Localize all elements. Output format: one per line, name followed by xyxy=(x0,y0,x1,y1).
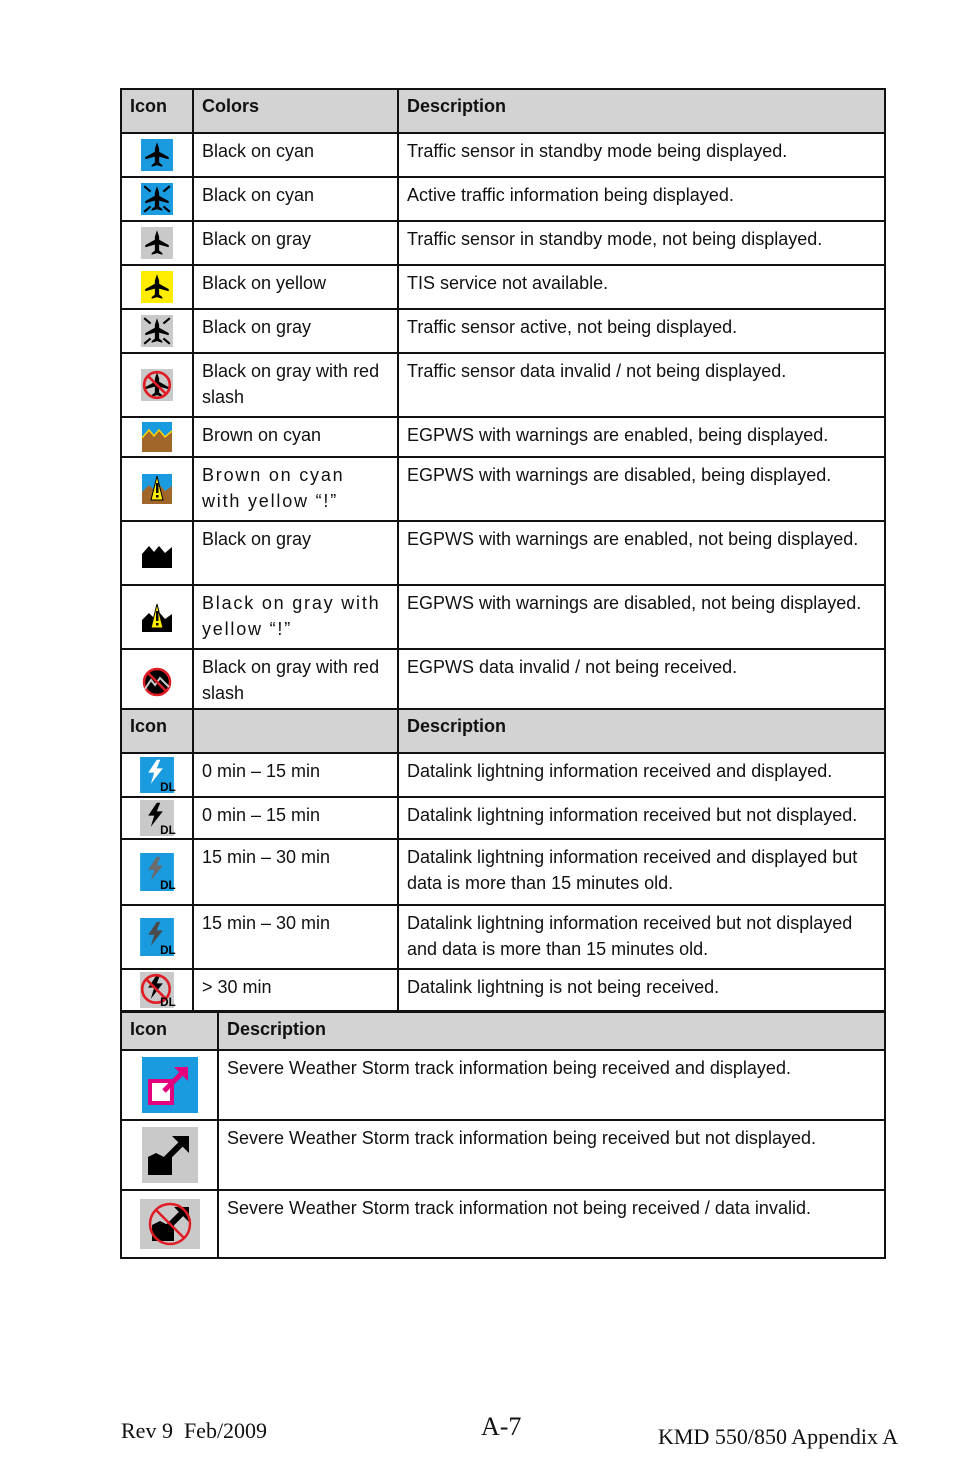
description-cell: Severe Weather Storm track information being received and displayed. xyxy=(218,1050,885,1120)
table-row xyxy=(121,753,885,797)
description-column-header: Description xyxy=(398,709,885,753)
traffic-egpws-icon-table xyxy=(120,88,886,716)
colors-cell: Black on gray with red slash xyxy=(193,649,398,715)
description-cell: Traffic sensor in standby mode, not being displayed. xyxy=(398,221,885,265)
description-cell: Datalink lightning information received and displayed but data is more than 15 minutes old. xyxy=(398,839,885,905)
svg-text:DL: DL xyxy=(160,995,176,1009)
description-column-header: Description xyxy=(398,89,885,133)
table-row xyxy=(121,1190,885,1258)
icon-cell xyxy=(121,521,193,585)
egpws-disabled-displayed-icon xyxy=(142,474,172,504)
table-row xyxy=(121,1120,885,1190)
icon-cell xyxy=(121,353,193,417)
table-row xyxy=(121,177,885,221)
table-row xyxy=(121,649,885,715)
icon-cell xyxy=(121,649,193,715)
icon-column-header: Icon xyxy=(121,89,193,133)
description-column-header: Description xyxy=(218,1012,885,1050)
age-cell: 15 min – 30 min xyxy=(193,905,398,969)
age-cell: 15 min – 30 min xyxy=(193,839,398,905)
tis-not-available-icon xyxy=(141,271,173,303)
colors-cell: Black on gray with red slash xyxy=(193,353,398,417)
traffic-standby-not-displayed-icon xyxy=(141,227,173,259)
table-row xyxy=(121,905,885,969)
egpws-enabled-not-displayed-icon xyxy=(142,538,172,568)
icon-cell xyxy=(121,221,193,265)
svg-text:DL: DL xyxy=(160,780,176,794)
age-cell: 0 min – 15 min xyxy=(193,797,398,839)
description-cell: EGPWS with warnings are enabled, being displayed. xyxy=(398,417,885,457)
svg-text:DL: DL xyxy=(160,943,176,957)
icon-cell xyxy=(121,1050,218,1120)
lightning-icon-table xyxy=(120,708,886,1012)
icon-cell xyxy=(121,133,193,177)
table-row xyxy=(121,265,885,309)
table-row xyxy=(121,969,885,1011)
icon-cell xyxy=(121,969,193,1011)
description-cell: Severe Weather Storm track information not being received / data invalid. xyxy=(218,1190,885,1258)
storm-track-icon-table xyxy=(120,1011,886,1259)
table-row xyxy=(121,417,885,457)
icon-cell xyxy=(121,177,193,221)
description-cell: Traffic sensor in standby mode being displayed. xyxy=(398,133,885,177)
description-cell: Traffic sensor active, not being displayed. xyxy=(398,309,885,353)
icon-cell xyxy=(121,905,193,969)
traffic-standby-displayed-icon xyxy=(141,139,173,171)
icon-cell xyxy=(121,839,193,905)
egpws-disabled-not-displayed-icon xyxy=(142,602,172,632)
icon-cell xyxy=(121,457,193,521)
icon-cell xyxy=(121,1190,218,1258)
icon-cell xyxy=(121,1120,218,1190)
colors-cell: Black on gray xyxy=(193,309,398,353)
description-cell: Datalink lightning is not being received. xyxy=(398,969,885,1011)
storm-track-displayed-icon xyxy=(142,1057,198,1113)
age-cell: 0 min – 15 min xyxy=(193,753,398,797)
icon-cell xyxy=(121,309,193,353)
document-title: KMD 550/850 Appendix A xyxy=(658,1424,899,1449)
colors-cell: Black on gray xyxy=(193,521,398,585)
table-row xyxy=(121,521,885,585)
storm-track-not-displayed-icon xyxy=(142,1127,198,1183)
traffic-active-not-displayed-icon xyxy=(141,315,173,347)
colors-cell: Black on cyan xyxy=(193,177,398,221)
description-cell: Severe Weather Storm track information being received but not displayed. xyxy=(218,1120,885,1190)
icon-cell xyxy=(121,417,193,457)
egpws-invalid-icon xyxy=(142,667,172,697)
colors-cell: Black on yellow xyxy=(193,265,398,309)
storm-track-invalid-icon xyxy=(140,1199,200,1249)
icon-column-header: Icon xyxy=(121,709,193,753)
svg-text:DL: DL xyxy=(160,823,176,837)
table-row xyxy=(121,309,885,353)
table-row xyxy=(121,221,885,265)
lightning-old-displayed-icon xyxy=(140,853,174,891)
table-row xyxy=(121,457,885,521)
traffic-active-displayed-icon xyxy=(141,183,173,215)
traffic-invalid-icon xyxy=(141,369,173,401)
table-row xyxy=(121,353,885,417)
icon-column-header: Icon xyxy=(121,1012,218,1050)
lightning-old-not-displayed-icon xyxy=(140,918,174,956)
colors-cell: Brown on cyan with yellow “!” xyxy=(193,457,398,521)
table-row xyxy=(121,797,885,839)
colors-column-header: Colors xyxy=(193,89,398,133)
description-cell: Traffic sensor data invalid / not being displayed. xyxy=(398,353,885,417)
table-row xyxy=(121,839,885,905)
colors-cell: Black on cyan xyxy=(193,133,398,177)
egpws-enabled-displayed-icon xyxy=(142,422,172,452)
lightning-not-displayed-icon xyxy=(140,800,174,836)
description-cell: Datalink lightning information received and displayed. xyxy=(398,753,885,797)
colors-cell: Brown on cyan xyxy=(193,417,398,457)
icon-cell xyxy=(121,265,193,309)
description-cell: Datalink lightning information received but not displayed and data is more than 15 minutes old. xyxy=(398,905,885,969)
icon-cell xyxy=(121,797,193,839)
lightning-invalid-icon xyxy=(140,972,174,1008)
lightning-displayed-icon xyxy=(140,757,174,793)
svg-text:DL: DL xyxy=(160,878,176,892)
description-cell: EGPWS with warnings are disabled, not being displayed. xyxy=(398,585,885,649)
table-row xyxy=(121,1050,885,1120)
age-cell: > 30 min xyxy=(193,969,398,1011)
revision-date: Rev 9 Feb/2009 xyxy=(121,1418,268,1443)
description-cell: Active traffic information being displayed. xyxy=(398,177,885,221)
description-cell: EGPWS data invalid / not being received. xyxy=(398,649,885,715)
colors-cell: Black on gray xyxy=(193,221,398,265)
description-cell: EGPWS with warnings are disabled, being displayed. xyxy=(398,457,885,521)
table-row xyxy=(121,133,885,177)
icon-cell xyxy=(121,753,193,797)
table-row xyxy=(121,585,885,649)
description-cell: Datalink lightning information received but not displayed. xyxy=(398,797,885,839)
blank-column-header xyxy=(193,709,398,753)
page-number: A-7 xyxy=(481,1412,522,1441)
colors-cell: Black on gray with yellow “!” xyxy=(193,585,398,649)
icon-cell xyxy=(121,585,193,649)
description-cell: TIS service not available. xyxy=(398,265,885,309)
description-cell: EGPWS with warnings are enabled, not being displayed. xyxy=(398,521,885,585)
